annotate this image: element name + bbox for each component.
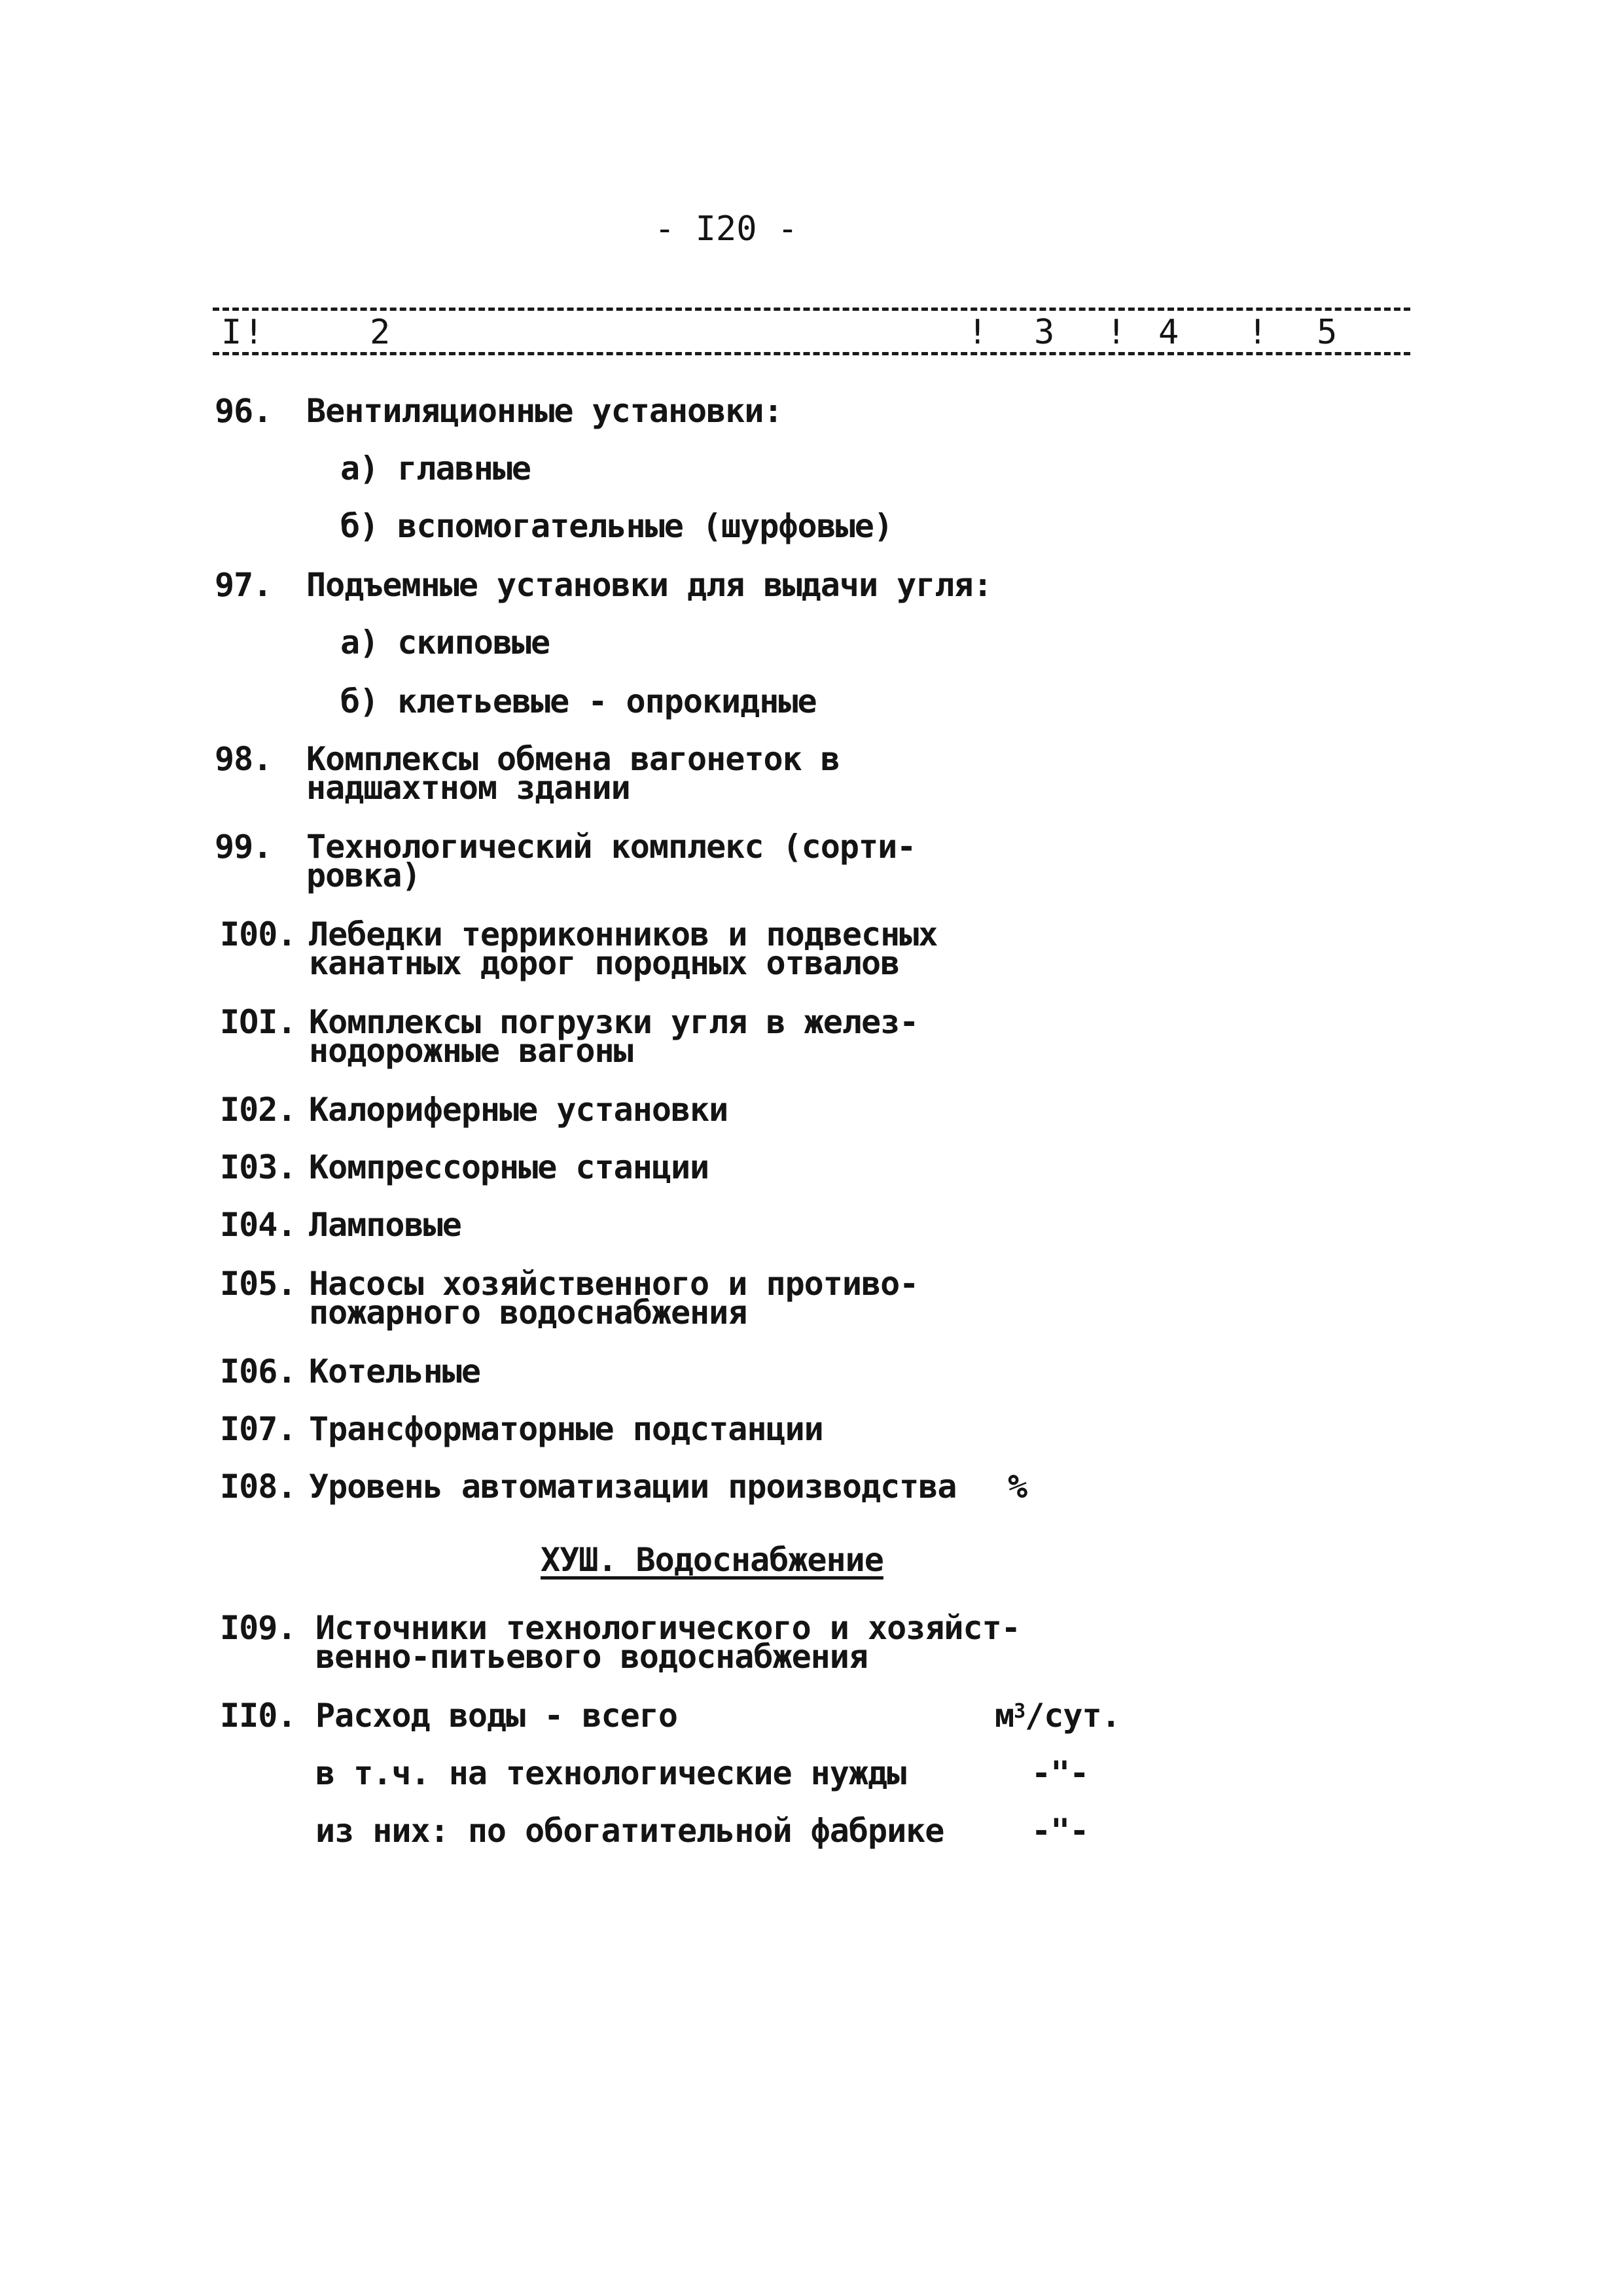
unit-exponent: 3 bbox=[1014, 1700, 1026, 1723]
item-unit: % bbox=[1008, 1468, 1027, 1506]
item-text: Ламповые bbox=[309, 1206, 461, 1244]
item-text: Комплексы обмена вагонеток в bbox=[306, 740, 840, 778]
item-number: I00. bbox=[220, 915, 296, 953]
item-number: I04. bbox=[220, 1206, 296, 1244]
header-sep: ! bbox=[1247, 313, 1268, 352]
item-number: I08. bbox=[220, 1468, 296, 1506]
item-text-cont: венно-питьевого водоснабжения bbox=[315, 1638, 868, 1676]
item-number: I06. bbox=[220, 1352, 296, 1390]
item-text-cont: нодорожные вагоны bbox=[309, 1032, 633, 1070]
section-heading: ХУШ. Водоснабжение bbox=[541, 1541, 883, 1579]
page-number: - I20 - bbox=[654, 209, 798, 249]
sub-item: б) клетьевые - опрокидные bbox=[340, 682, 817, 720]
item-text: Калориферные установки bbox=[309, 1091, 728, 1129]
header-col-3: 3 bbox=[1034, 313, 1055, 352]
item-number: II0. bbox=[220, 1697, 296, 1735]
item-text: Вентиляционные установки: bbox=[306, 392, 783, 430]
item-number: I09. bbox=[220, 1609, 296, 1647]
header-sep: ! bbox=[1106, 313, 1127, 352]
item-text: в т.ч. на технологические нужды bbox=[315, 1754, 906, 1792]
sub-item: а) главные bbox=[340, 450, 531, 487]
item-text: Расход воды - всего bbox=[315, 1697, 677, 1735]
ditto-mark: -"- bbox=[1031, 1754, 1089, 1792]
unit-base: м bbox=[995, 1697, 1014, 1735]
item-text-cont: канатных дорог породных отвалов bbox=[309, 944, 900, 982]
unit-rest: /сут. bbox=[1025, 1697, 1120, 1735]
item-text: Компрессорные станции bbox=[309, 1148, 709, 1186]
header-col-1: I bbox=[221, 313, 242, 352]
item-text: Источники технологического и хозяйст- bbox=[315, 1609, 1020, 1647]
item-number: 97. bbox=[215, 566, 272, 604]
item-text: Подъемные установки для выдачи угля: bbox=[306, 566, 992, 604]
item-number: I07. bbox=[220, 1410, 296, 1448]
item-text: Уровень автоматизации производства bbox=[309, 1468, 957, 1506]
item-text-cont: надшахтном здании bbox=[306, 769, 630, 807]
item-number: 98. bbox=[215, 740, 272, 778]
item-number: I02. bbox=[220, 1091, 296, 1129]
header-col-5: 5 bbox=[1317, 313, 1338, 352]
item-text: Насосы хозяйственного и противо- bbox=[309, 1265, 919, 1303]
item-text: Технологический комплекс (сорти- bbox=[306, 828, 916, 866]
item-number: I03. bbox=[220, 1148, 296, 1186]
item-text-cont: ровка) bbox=[306, 857, 421, 894]
sub-item: а) скиповые bbox=[340, 624, 550, 662]
item-number: I05. bbox=[220, 1265, 296, 1303]
item-text: Трансформаторные подстанции bbox=[309, 1410, 823, 1448]
item-number: 96. bbox=[215, 392, 272, 430]
header-sep: ! bbox=[243, 313, 264, 352]
item-text: Лебедки терриконников и подвесных bbox=[309, 915, 938, 953]
item-unit bbox=[995, 1697, 1120, 1735]
sub-item: б) вспомогательные (шурфовые) bbox=[340, 507, 893, 545]
item-text: Котельные bbox=[309, 1352, 480, 1390]
item-text: из них: по обогатительной фабрике bbox=[315, 1812, 944, 1850]
item-text: Комплексы погрузки угля в желез- bbox=[309, 1003, 919, 1041]
ditto-mark: -"- bbox=[1031, 1812, 1089, 1850]
header-col-4: 4 bbox=[1158, 313, 1179, 352]
item-number: 99. bbox=[215, 828, 272, 866]
item-text-cont: пожарного водоснабжения bbox=[309, 1294, 747, 1332]
item-number: IOI. bbox=[220, 1003, 296, 1041]
header-rule-bottom bbox=[213, 352, 1410, 355]
header-sep: ! bbox=[967, 313, 988, 352]
header-rule-top bbox=[213, 308, 1410, 311]
header-col-2: 2 bbox=[370, 313, 391, 352]
